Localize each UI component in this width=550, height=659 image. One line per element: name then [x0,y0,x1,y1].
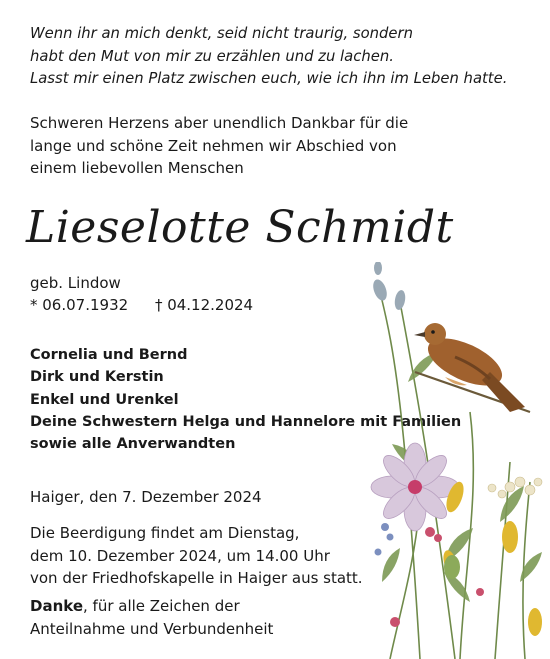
poem-line: habt den Mut von mir zu erzählen und zu lachen. [30,47,394,65]
mourner-line: Dirk und Kerstin [30,369,164,386]
birth-name: geb. Lindow [30,274,121,292]
mourner-line: Deine Schwestern Helga und Hannelore mit Familien [30,413,462,430]
thanks-line: Anteilnahme und Verbundenheit [30,619,274,638]
birth-date: * 06.07.1932 [30,296,129,314]
funeral-info [30,522,363,590]
mourner-line: Enkel und Urenkel [30,391,179,408]
intro-line: einem liebevollen Menschen [30,159,244,177]
bird-figure [414,323,525,412]
poem-line: Wenn ihr an mich denkt, seid nicht traurig, sondern [30,25,413,42]
thanks-text [30,595,273,640]
place-date: Haiger, den 7. Dezember 2024 [30,488,262,506]
poem-line: Lasst mir einen Platz zwischen euch, wie ich ihn im Leben hatte. [30,70,508,87]
life-dates [30,294,253,316]
death-date: † 04.12.2024 [154,296,254,314]
mourner-line: sowie alle Anverwandten [30,436,236,453]
funeral-line: Die Beerdigung findet am Dienstag, [30,524,300,542]
bird-and-wildflowers-illustration [360,262,550,659]
poem [30,23,507,91]
mourner-line: Cornelia und Bernd [30,347,188,363]
thanks-word: Danke [30,597,83,615]
funeral-line: dem 10. Dezember 2024, um 14.00 Uhr [30,546,330,565]
intro-line: lange und schöne Zeit nehmen wir Abschied von [30,136,397,155]
thanks-rest: , für alle Zeichen der [83,597,240,615]
thanks-line [30,595,273,618]
funeral-line: von der Friedhofskapelle in Haiger aus statt. [30,569,363,587]
deceased-name: Lieselotte Schmidt [26,202,454,253]
intro-line: Schweren Herzens aber unendlich Dankbar für die [30,114,409,132]
intro-text [30,112,408,180]
